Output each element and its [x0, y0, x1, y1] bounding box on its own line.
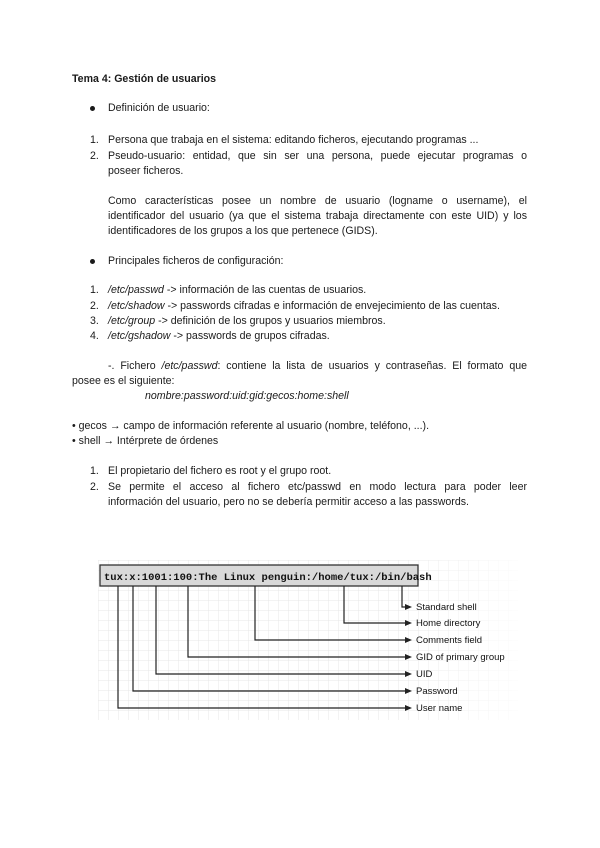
fichero-paragraph-line2: posee es el siguiente: [72, 375, 175, 387]
list-item: /etc/group -> definición de los grupos y usuarios miembros. [108, 315, 386, 327]
list-number: 1. [90, 134, 99, 146]
list-number: 2. [90, 300, 99, 312]
label-user-name: User name [416, 703, 463, 714]
label-uid: UID [416, 669, 433, 680]
field-shell: • shell → Intérprete de órdenes [72, 435, 219, 447]
list-number: 2. [90, 481, 99, 493]
bullet-ficheros: Principales ficheros de configuración: [108, 255, 284, 267]
list-item: Se permite el acceso al fichero etc/passwd en modo lectura para poder leer [108, 481, 527, 493]
list-number: 1. [90, 284, 99, 296]
list-number: 2. [90, 150, 99, 162]
paragraph-line: identificadores de los grupos a los que pertenece (GIDS). [108, 225, 378, 237]
bullet-dot [90, 259, 95, 264]
label-home-directory: Home directory [416, 618, 481, 629]
bullet-definicion: Definición de usuario: [108, 102, 210, 114]
list-item: /etc/gshadow -> passwords de grupos cifradas. [108, 330, 330, 342]
list-item-continuation: información del usuario, pero no se debería permitir acceso a las passwords. [108, 496, 469, 508]
command-text: tux:x:1001:100:The Linux penguin:/home/tux:/bin/bash [104, 572, 432, 584]
passwd-format: nombre:password:uid:gid:gecos:home:shell [145, 390, 349, 402]
passwd-diagram [98, 560, 518, 720]
list-item: Persona que trabaja en el sistema: editando ficheros, ejecutando programas ... [108, 134, 479, 146]
list-item: El propietario del fichero es root y el grupo root. [108, 465, 332, 477]
field-gecos: • gecos → campo de información referente al usuario (nombre, teléfono, ...). [72, 420, 430, 432]
list-number: 3. [90, 315, 99, 327]
bullet-dot [90, 106, 95, 111]
label-standard-shell: Standard shell [416, 602, 477, 613]
fichero-paragraph: -. Fichero /etc/passwd: contiene la lista de usuarios y contraseñas. El formato que [108, 360, 527, 372]
list-item: Pseudo-usuario: entidad, que sin ser una persona, puede ejecutar programas o [108, 150, 527, 162]
label-password: Password [416, 686, 458, 697]
paragraph-line: Como características posee un nombre de usuario (logname o username), el [108, 195, 527, 207]
page-title: Tema 4: Gestión de usuarios [72, 73, 217, 85]
list-item: /etc/shadow -> passwords cifradas e información de envejecimiento de las cuentas. [108, 300, 500, 312]
list-number: 4. [90, 330, 99, 342]
list-item-continuation: poseer ficheros. [108, 165, 184, 177]
paragraph-line: identificador del usuario (ya que el sistema trabaja directamente con este UID) y los [108, 210, 527, 222]
list-number: 1. [90, 465, 99, 477]
label-gid: GID of primary group [416, 652, 505, 663]
label-comments-field: Comments field [416, 635, 482, 646]
list-item: /etc/passwd -> información de las cuentas de usuarios. [108, 284, 367, 296]
